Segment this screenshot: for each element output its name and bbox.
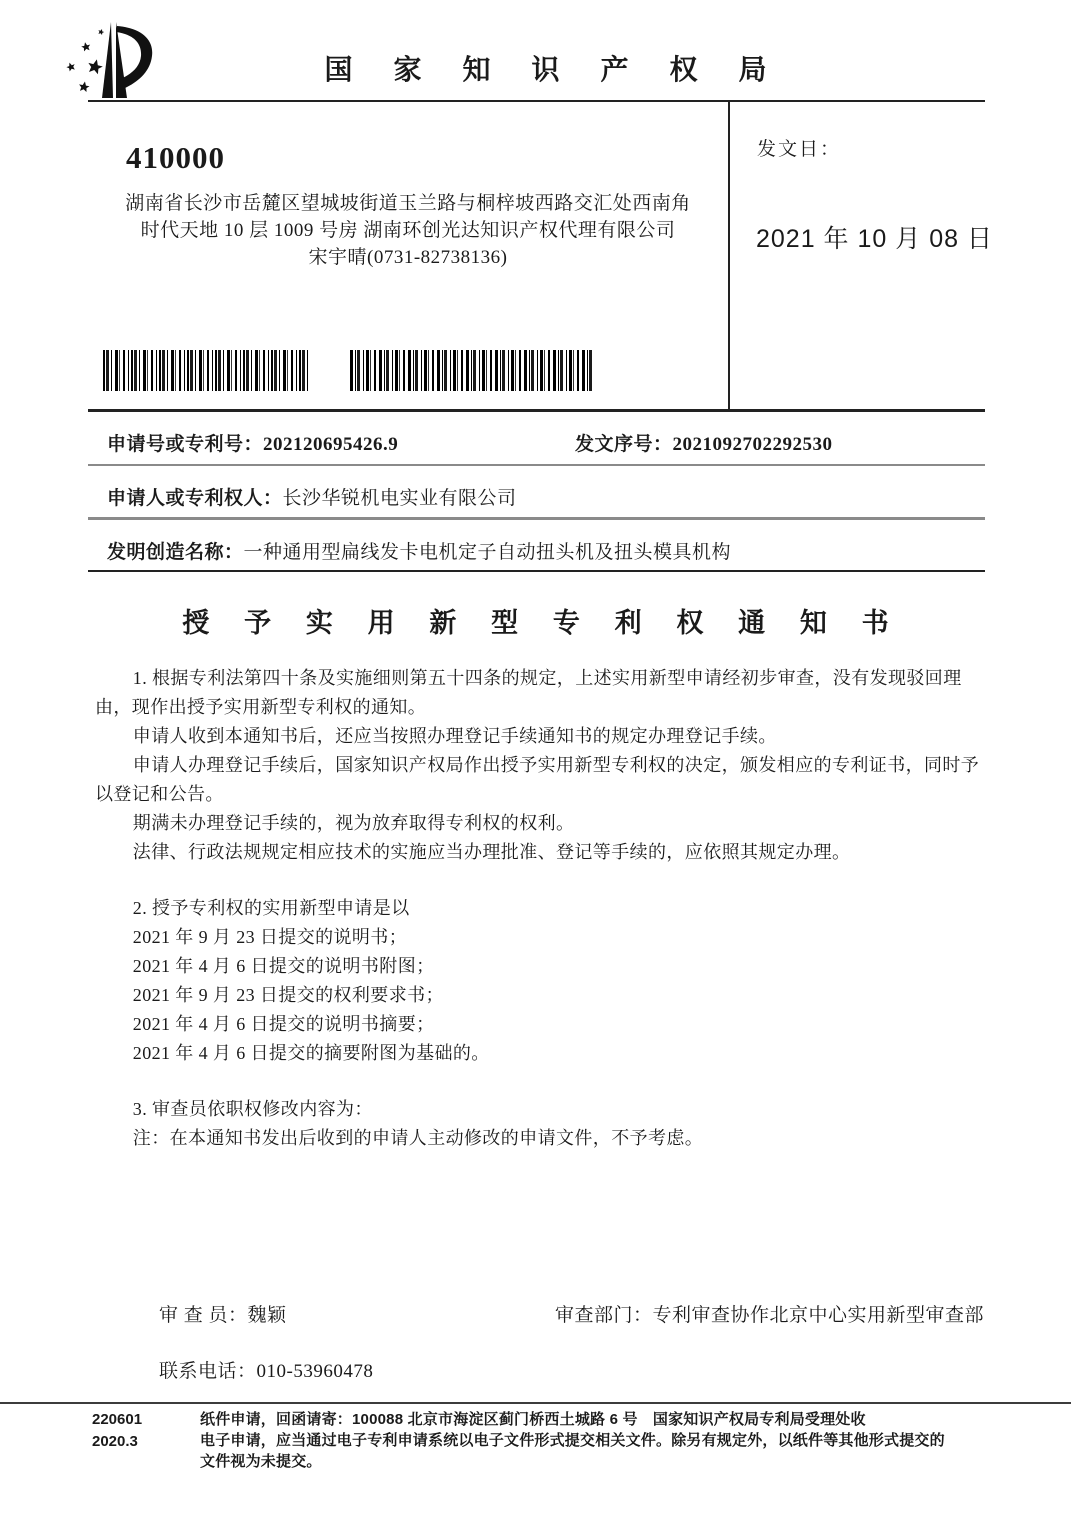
- postal-code: 410000: [126, 140, 225, 175]
- field-rule-1: [88, 464, 985, 466]
- invention-title-label: 发明创造名称：: [107, 542, 244, 563]
- applicant-value: 长沙华锐机电实业有限公司: [282, 488, 517, 509]
- field-rule-3: [88, 570, 985, 572]
- department-name: 专利审查协作北京中心实用新型审查部: [652, 1305, 985, 1326]
- phone-label: 联系电话：: [159, 1361, 257, 1382]
- notice-paragraph: 期满未办理登记手续的，视为放弃取得专利权的权利。: [132, 813, 575, 833]
- footer-rule: [0, 1402, 1071, 1404]
- field-rule-2: [88, 517, 985, 520]
- examiner-row: [159, 1300, 287, 1327]
- dispatch-date-label: 发文日：: [757, 139, 842, 160]
- notice-paragraph: 1. 根据专利法第四十条及实施细则第五十四条的规定，上述实用新型申请经初步审查，没有发现驳回理由，现作出授予实用新型专利权的通知。: [95, 668, 962, 717]
- footer-efiling-line: 电子申请，应当通过电子专利申请系统以电子文件形式提交相关文件。除另有规定外，以纸件等其他形式提交的文件视为未提交。: [200, 1432, 945, 1470]
- footer-paper-filing-line: 纸件申请，回函请寄：100088 北京市海淀区蓟门桥西土城路 6 号 国家知识产权局专利局受理处收: [200, 1411, 866, 1428]
- agent-contact-line: 宋宇晴(0731-82738136): [308, 247, 508, 268]
- notice-paragraph: 申请人收到本通知书后，还应当按照办理登记手续通知书的规定办理登记手续。: [132, 726, 777, 746]
- application-number-row: [107, 429, 398, 456]
- dispatch-number-value: 2021092702292530: [672, 434, 833, 455]
- grant-basis-line: 2021 年 9 月 23 日提交的说明书；: [132, 927, 408, 947]
- invention-title-value: 一种通用型扁线发卡电机定子自动扭头机及扭头模具机构: [243, 542, 732, 563]
- grant-basis-line: 2021 年 4 月 6 日提交的摘要附图为基础的。: [132, 1043, 490, 1063]
- section-rule: [88, 409, 985, 412]
- grant-basis-line: 2021 年 4 月 6 日提交的说明书摘要；: [132, 1014, 435, 1034]
- footer-form-revision: 2020.3: [92, 1433, 138, 1450]
- department-row: [555, 1300, 984, 1327]
- grant-basis-line: 2021 年 4 月 6 日提交的说明书附图；: [132, 956, 435, 976]
- footer-form-codes: [92, 1409, 142, 1453]
- applicant-row: [107, 483, 517, 510]
- barcode-application-number: [103, 350, 309, 391]
- applicant-label: 申请人或专利权人：: [107, 488, 283, 509]
- address-line-1: 湖南省长沙市岳麓区望城坡街道玉兰路与桐梓坡西路交汇处西南角: [125, 193, 691, 214]
- grant-basis-line: 2. 授予专利权的实用新型申请是以: [132, 898, 410, 918]
- department-label: 审查部门：: [555, 1305, 653, 1326]
- footer-form-code: 220601: [92, 1411, 143, 1428]
- notice-paragraph: 法律、行政法规规定相应技术的实施应当办理批准、登记等手续的，应依照其规定办理。: [132, 842, 851, 862]
- amendment-note-line: 注：在本通知书发出后收到的申请人主动修改的申请文件，不予考虑。: [132, 1128, 704, 1148]
- phone-number: 010-53960478: [256, 1361, 374, 1382]
- invention-title-row: [107, 537, 731, 564]
- grant-basis-line: 2021 年 9 月 23 日提交的权利要求书；: [132, 985, 444, 1005]
- dispatch-date-value: 2021 年 10 月 08 日: [756, 225, 993, 253]
- notice-body: [95, 664, 988, 1153]
- dispatch-number-row: [575, 429, 833, 456]
- amendment-line: 3. 审查员依职权修改内容为：: [132, 1099, 373, 1119]
- date-box-divider: [728, 100, 730, 411]
- notice-title: 授 予 实 用 新 型 专 利 权 通 知 书: [182, 608, 903, 638]
- agency-title: 国 家 知 识 产 权 局: [324, 55, 784, 86]
- address-line-2: 时代天地 10 层 1009 号房 湖南环创光达知识产权代理有限公司: [140, 220, 676, 241]
- barcode-dispatch-number: [350, 350, 593, 391]
- dispatch-number-label: 发文序号：: [575, 434, 673, 455]
- footer-instructions: [200, 1409, 952, 1472]
- notice-paragraph: 申请人办理登记手续后，国家知识产权局作出授予实用新型专利权的决定，颁发相应的专利证书，同时予以登记和公告。: [95, 755, 980, 804]
- examiner-name: 魏颖: [247, 1305, 287, 1326]
- recipient-address-block: [100, 140, 716, 271]
- application-number-label: 申请号或专利号：: [107, 434, 264, 455]
- application-number-value: 202120695426.9: [263, 434, 399, 455]
- phone-row: [159, 1356, 373, 1383]
- header-rule: [88, 100, 985, 102]
- examiner-label: 审 查 员：: [159, 1305, 248, 1326]
